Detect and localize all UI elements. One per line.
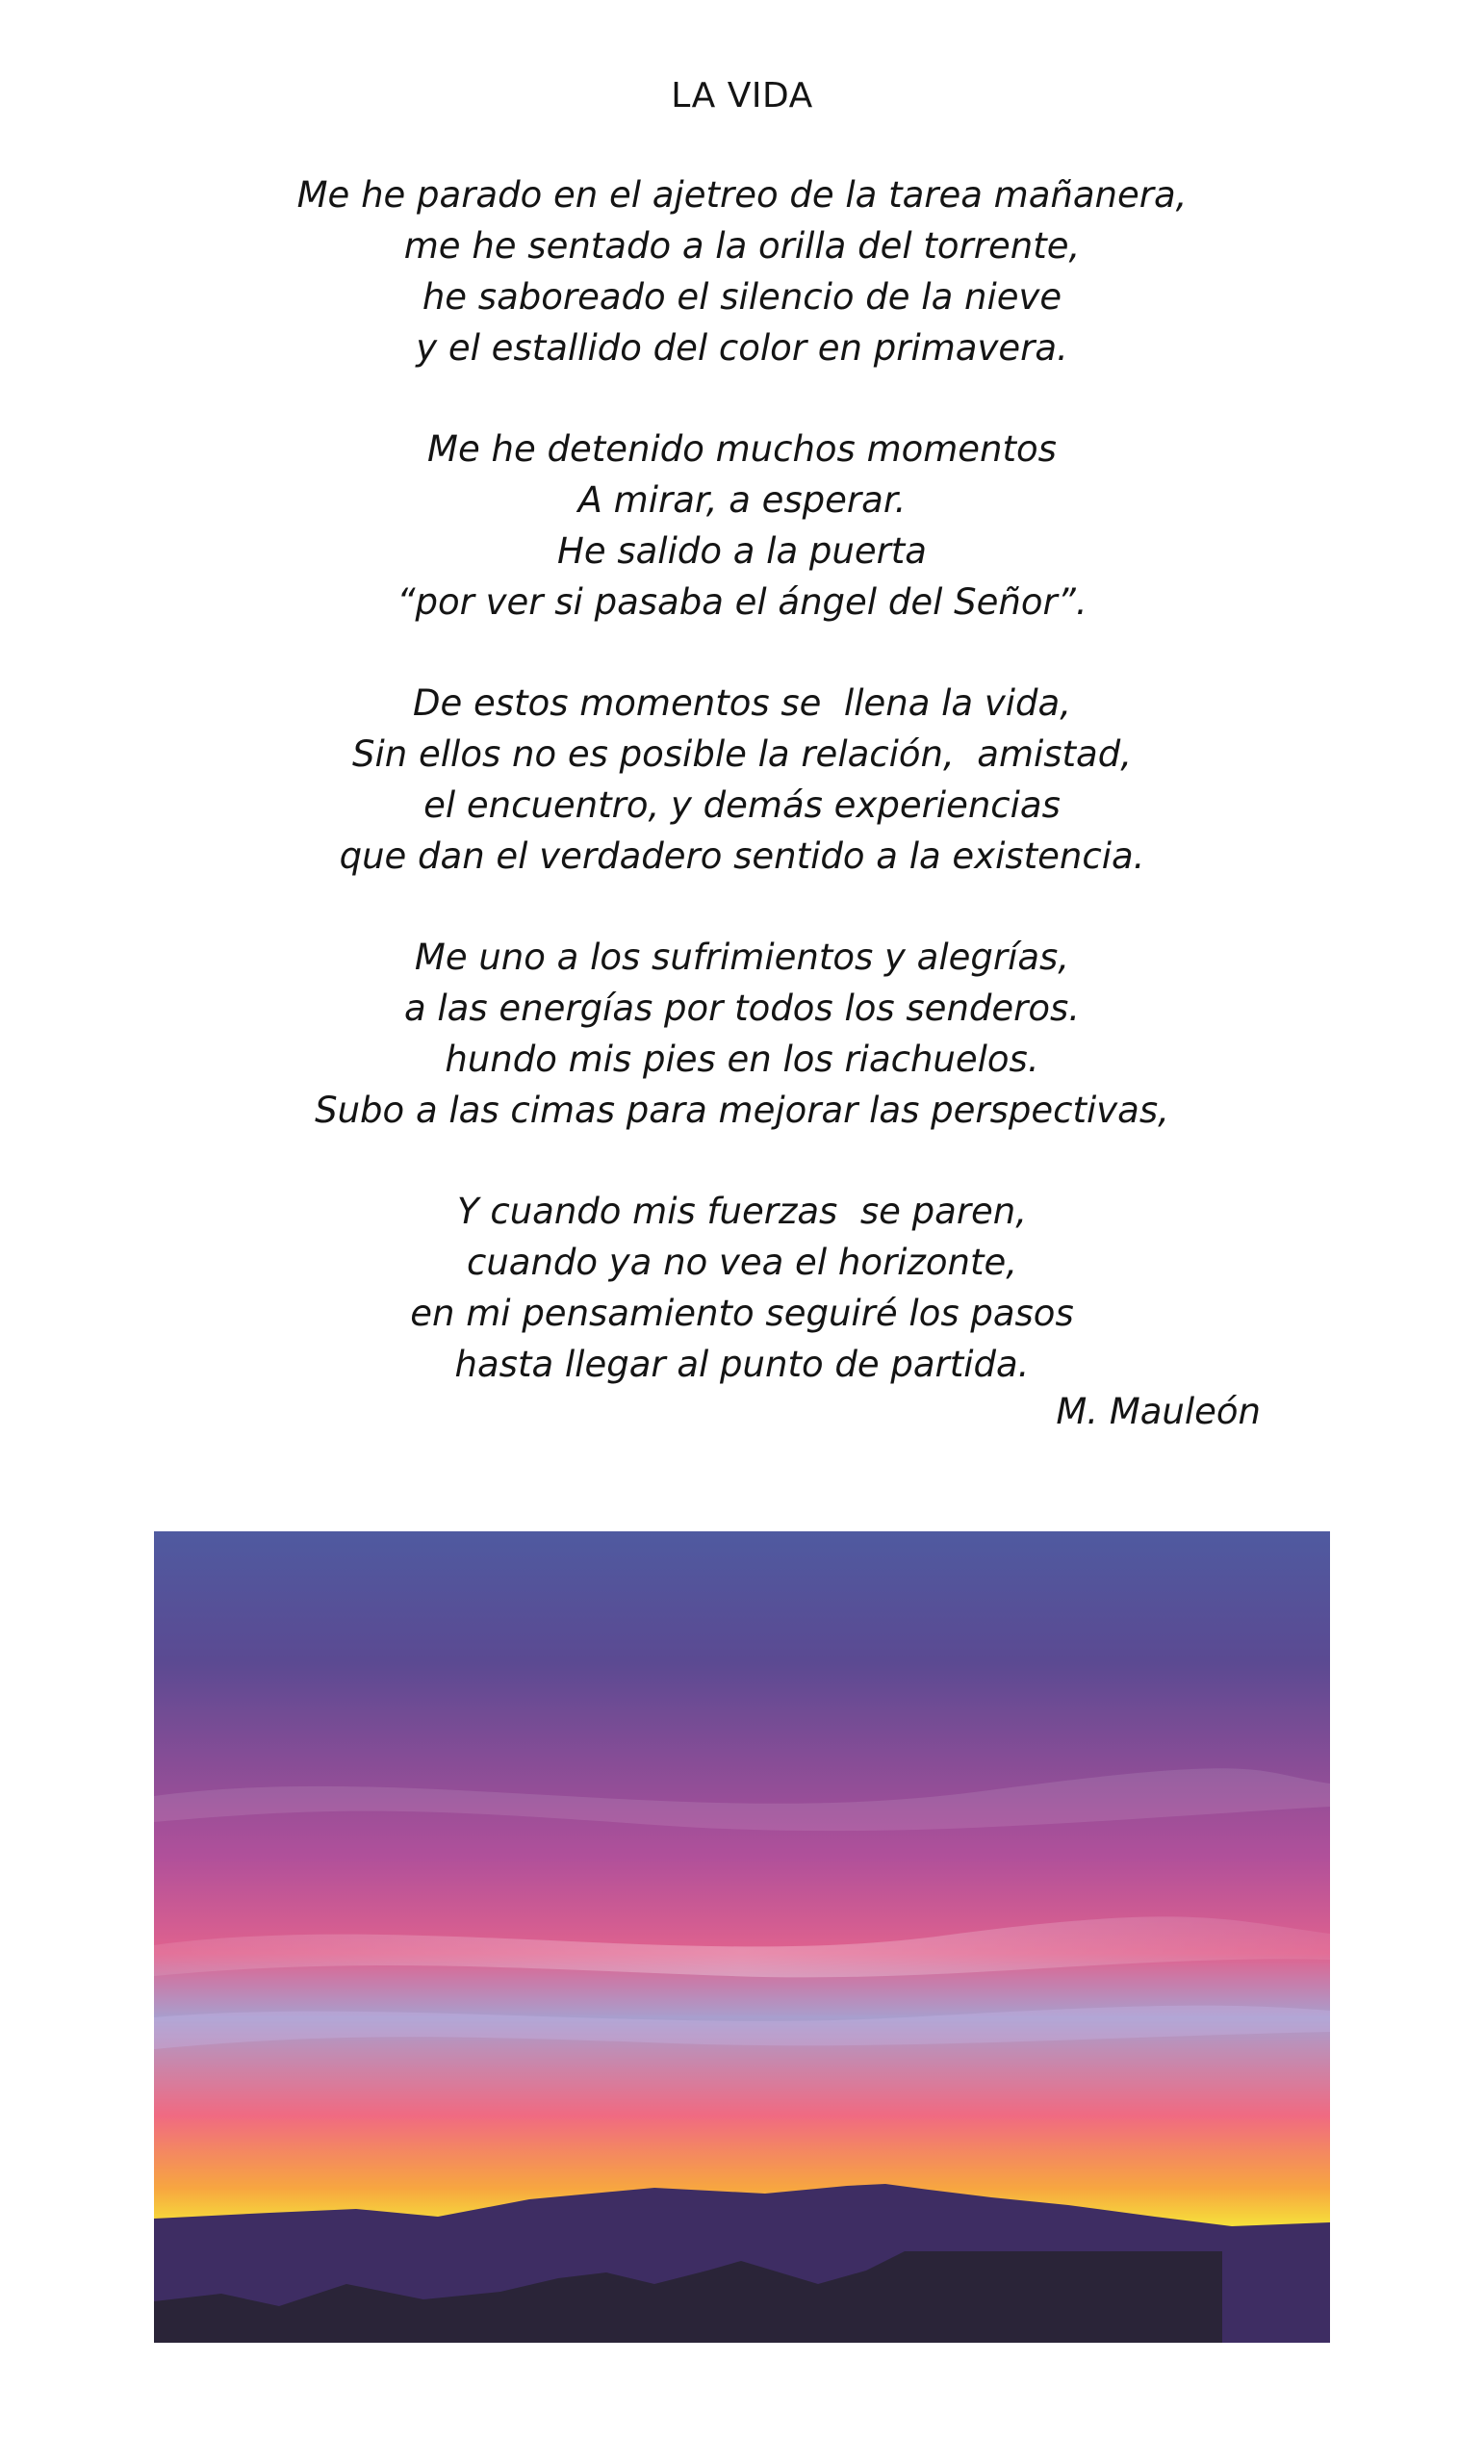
poem-line: hundo mis pies en los riachuelos. xyxy=(445,1039,1039,1080)
poem-signature: M. Mauleón xyxy=(1056,1391,1261,1432)
poem-title: LA VIDA xyxy=(671,76,813,116)
poem-line: el encuentro, y demás experiencias xyxy=(423,784,1061,826)
poem-line: Me uno a los sufrimientos y alegrías, xyxy=(414,937,1070,978)
poem-line: Me he parado en el ajetreo de la tarea mañanera, xyxy=(296,174,1188,216)
poem-line: Sin ellos no es posible la relación, amistad, xyxy=(352,733,1132,775)
poem-line: He salido a la puerta xyxy=(557,530,927,572)
poem-body xyxy=(0,169,1484,1440)
poem-line: cuando ya no vea el horizonte, xyxy=(466,1242,1017,1283)
poem-stanza-4 xyxy=(0,932,1484,1136)
poem-line: he saboreado el silencio de la nieve xyxy=(422,276,1062,318)
poem-line: a las energías por todos los senderos. xyxy=(403,988,1081,1029)
poem-line: Me he detenido muchos momentos xyxy=(427,428,1057,470)
poem-stanza-1 xyxy=(0,169,1484,373)
poem-line: Subo a las cimas para mejorar las perspectivas, xyxy=(315,1090,1169,1131)
poem-line: que dan el verdadero sentido a la existencia. xyxy=(339,835,1145,877)
poem-line: A mirar, a esperar. xyxy=(577,479,907,521)
poem-stanza-3 xyxy=(0,678,1484,882)
poem-line: y el estallido del color en primavera. xyxy=(416,327,1068,369)
poem-line: De estos momentos se llena la vida, xyxy=(413,682,1071,724)
poem-line: hasta llegar al punto de partida. xyxy=(454,1344,1030,1385)
poem-line: Y cuando mis fuerzas se paren, xyxy=(456,1191,1028,1232)
sunset-photo xyxy=(154,1531,1330,2343)
poem-stanza-2 xyxy=(0,424,1484,628)
poem-line: “por ver si pasaba el ángel del Señor”. xyxy=(397,581,1087,623)
poem-line: en mi pensamiento seguiré los pasos xyxy=(410,1293,1074,1334)
poem-line: me he sentado a la orilla del torrente, xyxy=(403,225,1081,267)
poem-stanza-5 xyxy=(0,1186,1484,1390)
